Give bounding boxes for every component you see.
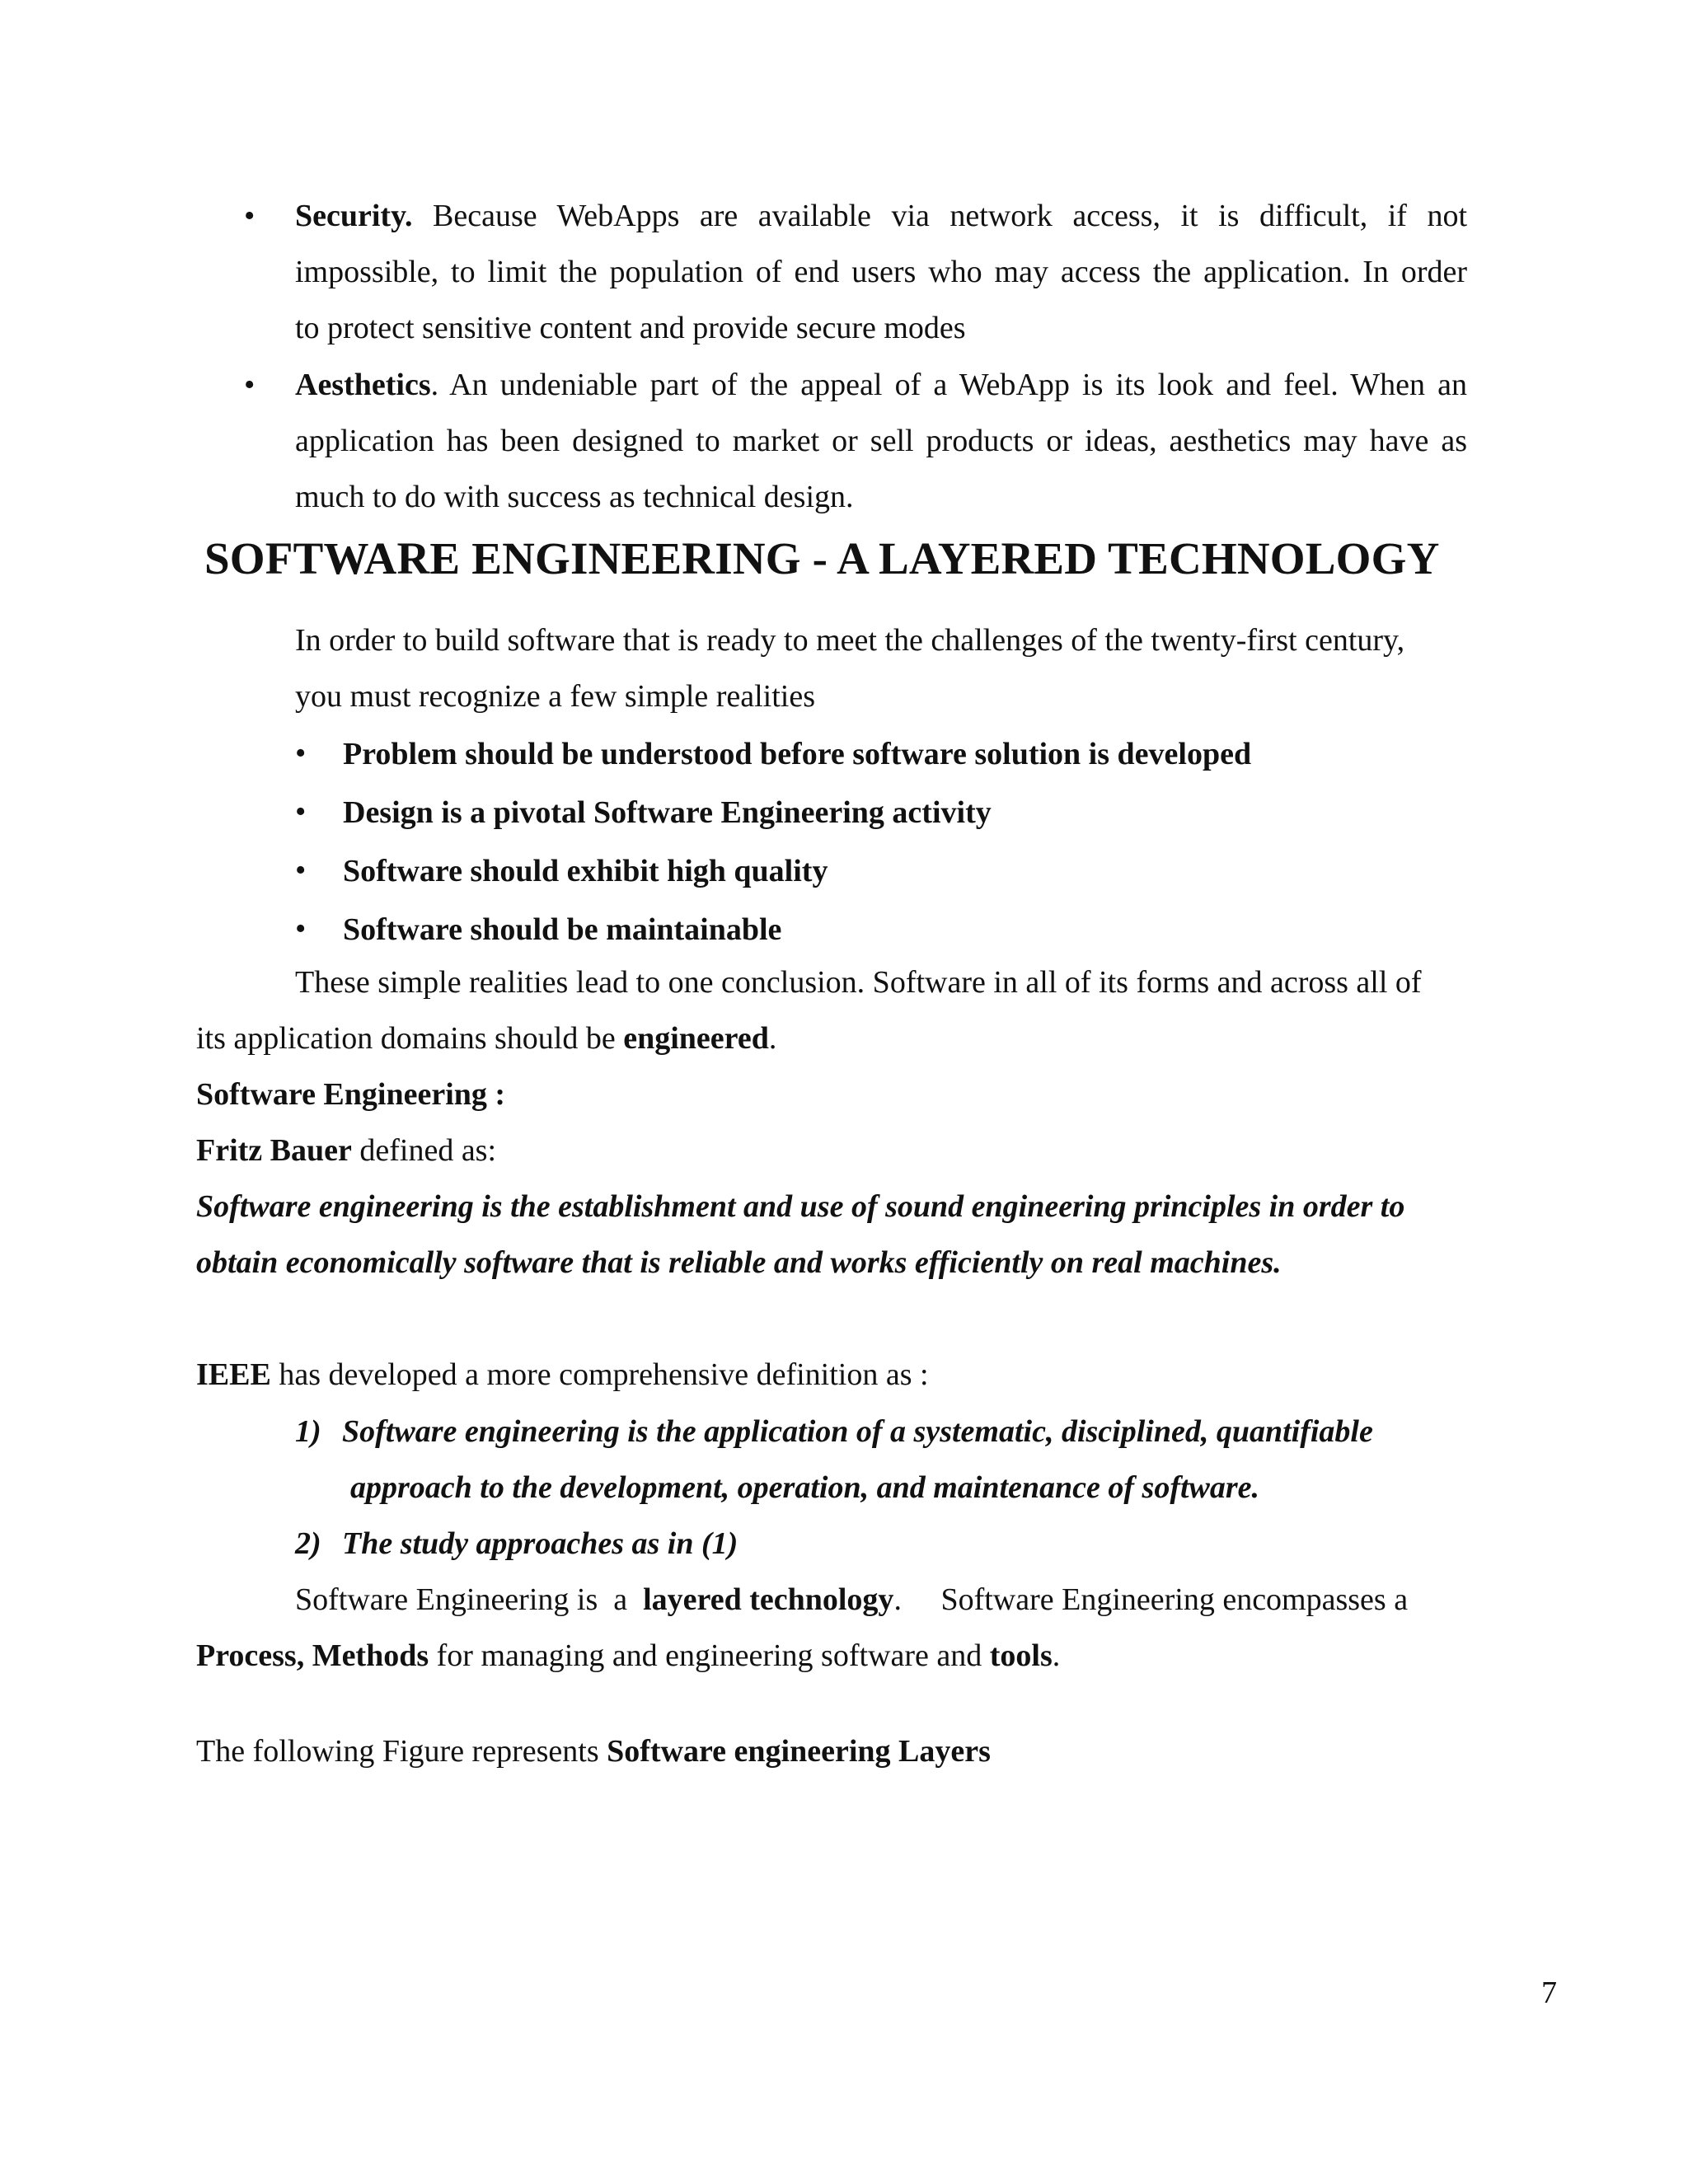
document-page: • Security. Because WebApps are available via network access, it is difficult, if not impossible, to limit the population of end users who may access the application. In order to protect sensitive content and provide secure modes • Aesthetics. An undeniable part of the appeal of a WebApp is its look and feel. When an application has been designed to market or sell products or ideas, aesthetics may have as much to do with success as technical design. SOFTWARE ENGINEERING - A LAYERED TECHNOLOGY In order to build software that is ready to meet the challenges of the twenty-first century, you must recognize a few simple realities • Problem should be understood before software solution is developed • Design is a pivotal Software Engineering activity • Software should exhibit high quality • Software should be maintainable These simple realities lead to one conclusion. Software in all of its forms and across all of its application domains should be engineered. Software Engineering : Fritz Bauer defined as: Software engineering is the establishment and use of sound engineering principles in order to obtain economically software that is reliable and works efficiently on real machines. IEEE has developed a more comprehensive definition as : 1) Software engineering is the application of a systematic, disciplined, quantifiable approach to the development, operation, and maintenance of software. 2) The study approaches as in (1) Software Engineering is a layered technology. Software Engineering encompasses a Process, Methods for managing and engineering software and tools. The following Figure represents Software engineering Layers 7	[0, 0, 1688, 2184]
section-heading: SOFTWARE ENGINEERING - A LAYERED TECHNOLOGY	[204, 533, 1440, 583]
conclusion-line-2: its application domains should be engineered.	[196, 1021, 777, 1056]
aesthetics-line-2: application has been designed to market or sell products or ideas, aesthetics may have as	[295, 424, 1467, 458]
intro-line-1: In order to build software that is ready to meet the challenges of the twenty-first century,	[295, 623, 1405, 658]
layered-line-1: Software Engineering is a layered technology. Software Engineering encompasses a	[295, 1582, 1409, 1617]
conclusion-line-1: These simple realities lead to one conclusion. Software in all of its forms and across all of	[295, 965, 1422, 1000]
intro-paragraph	[295, 612, 1404, 724]
bullet-dot: •	[295, 912, 307, 946]
aesthetics-line-3: much to do with success as technical design.	[295, 480, 854, 514]
security-line-1: Security. Because WebApps are available via network access, it is difficult, if not	[295, 199, 1468, 233]
bullet-dot: •	[295, 794, 307, 829]
bullet-dot: •	[295, 853, 307, 888]
intro-line-2: you must recognize a few simple realities	[295, 679, 816, 714]
ieee-item-1-line-1: Software engineering is the application of a systematic, disciplined, quantifiable	[342, 1414, 1373, 1449]
ieee-item-2-number: 2)	[295, 1526, 321, 1561]
page-number: 7	[1541, 1975, 1557, 2010]
bullet-dot: •	[295, 736, 307, 771]
bullet-aesthetics	[295, 357, 1467, 525]
bauer-intro: Fritz Bauer defined as:	[196, 1133, 497, 1168]
bauer-definition-line-1: Software engineering is the establishment and use of sound engineering principles in order to	[196, 1189, 1405, 1224]
se-subheading: Software Engineering :	[196, 1077, 506, 1112]
security-line-3: to protect sensitive content and provide secure modes	[295, 311, 966, 345]
bullet-dot: •	[244, 368, 256, 402]
bullet-dot: •	[244, 199, 256, 233]
ieee-item-2-line-1: The study approaches as in (1)	[342, 1526, 738, 1561]
aesthetics-line-1: Aesthetics. An undeniable part of the appeal of a WebApp is its look and feel. When an	[295, 368, 1467, 402]
bauer-definition-line-2: obtain economically software that is reliable and works efficiently on real machines.	[196, 1245, 1282, 1280]
security-line-2: impossible, to limit the population of end users who may access the application. In order	[295, 255, 1467, 289]
bullet-security	[295, 188, 1467, 356]
ieee-intro: IEEE has developed a more comprehensive definition as :	[196, 1357, 929, 1392]
ieee-item-1-line-2: approach to the development, operation, and maintenance of software.	[350, 1470, 1260, 1505]
ieee-item-1-number: 1)	[295, 1414, 321, 1449]
layered-line-2: Process, Methods for managing and engineering software and tools.	[196, 1638, 1061, 1673]
figure-reference: The following Figure represents Software engineering Layers	[196, 1734, 991, 1769]
